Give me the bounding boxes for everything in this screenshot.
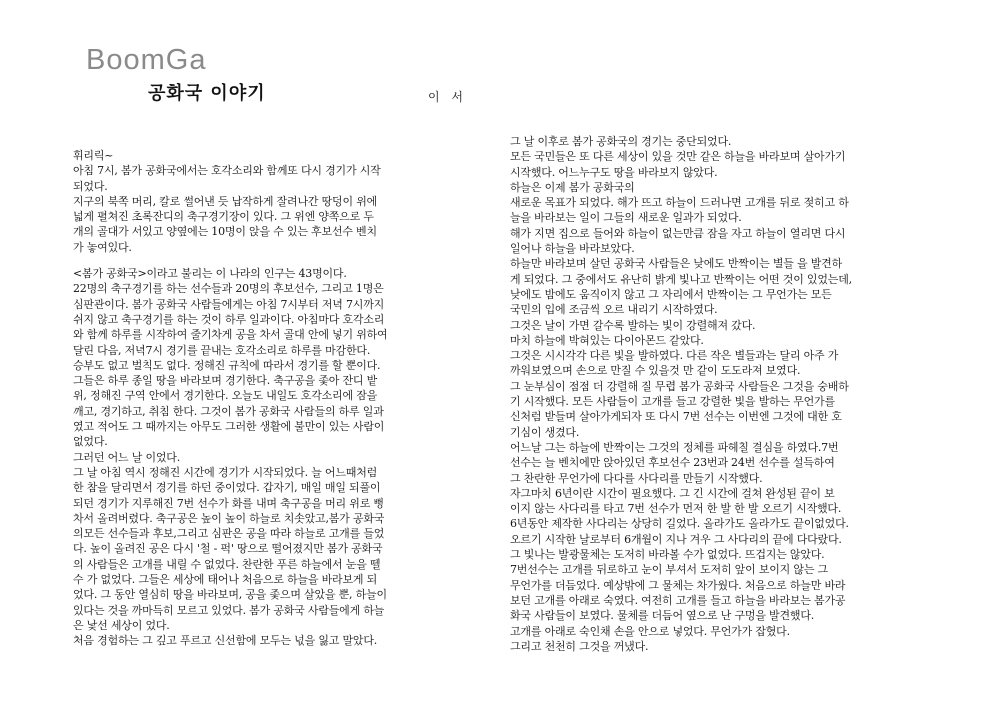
text-line: 한 참을 달리면서 경기를 하던 중이었다. 갑자기, 매일 매일 되풀이 <box>73 481 381 495</box>
text-line: 낮에도 밤에도 움직이지 않고 그 자리에서 반짝이는 그 무언가는 모든 <box>510 287 832 301</box>
story-title: 공화국 이야기 <box>148 83 266 104</box>
text-line: 그리고 천천히 그것을 꺼냈다. <box>510 639 649 653</box>
text-line: 하늘만 바라보며 살던 공화국 사람들은 낮에도 반짝이는 별들 을 발견하 <box>510 257 843 271</box>
text-line: 수 가 없었다. 그들은 세상에 태어나 처음으로 하늘을 바라보게 되 <box>73 573 378 587</box>
text-line: 었다. 그 동안 열심히 땅을 바라보며, 공을 좇으며 살았을 뿐, 하늘이 <box>73 588 387 602</box>
text-line: 이지 않는 사다리를 타고 7번 선수가 먼저 한 발 한 발 오르기 시작했다. <box>510 502 842 516</box>
text-line: 그 눈부심이 점점 더 강렬해 질 무렵 봄가 공화국 사람들은 그것을 숭배하 <box>510 379 849 393</box>
text-line: 그것은 시시각각 다른 빛을 발하였다. 다른 작은 별들과는 달리 아주 가 <box>510 349 839 363</box>
text-line: 무언가를 더듬었다. 예상밖에 그 물체는 차가웠다. 처음으로 하늘만 바라 <box>510 578 846 592</box>
text-line: 위, 정해진 구역 안에서 경기한다. 오늘도 내일도 호각소리에 잠을 <box>73 389 378 403</box>
text-line: 하늘은 이제 봄가 공화국의 <box>510 180 635 194</box>
text-line: 기심이 생겼다. <box>510 425 580 439</box>
text-line: 차서 올려버렸다. 축구공은 높이 높이 하늘로 치솟았고,봄가 공화국 <box>73 511 385 525</box>
text-line: 의모든 선수들과 후보,그리고 심판은 공을 따라 하늘로 고개를 들었 <box>73 527 385 541</box>
text-line: 아침 7시, 봄가 공화국에서는 호각소리와 함께또 다시 경기가 시작 <box>73 164 381 178</box>
text-line: 되던 경기가 지루해진 7번 선수가 화를 내며 축구공을 머리 위로 뻥 <box>73 496 384 510</box>
text-line: 그들은 하루 종일 땅을 바라보며 경기한다. 축구공을 좇아 잔디 밭 <box>73 374 378 388</box>
text-line: 휘리릭~ <box>73 149 114 162</box>
text-line: 오르기 시작한 날로부터 6개월이 지나 겨우 그 사다리의 끝에 다다랐다. <box>510 532 842 546</box>
brand-logo-text: BoomGa <box>86 44 207 76</box>
text-line: 처음 경험하는 그 깊고 푸르고 신선함에 모두는 넋을 잃고 말았다. <box>73 634 378 648</box>
text-line: 쉬지 않고 축구경기를 하는 것이 하루 일과이다. 아침마다 호각소리 <box>73 312 385 326</box>
text-line: 화국 사람들이 보였다. 물체를 더듬어 옆으로 난 구멍을 발견했다. <box>510 609 815 623</box>
text-line: 마치 하늘에 박혀있는 다이아몬드 같았다. <box>510 333 704 347</box>
text-line: 그 날 이후로 봄가 공화국의 경기는 중단되었다. <box>510 135 732 148</box>
text-line: 신처럼 받들며 살아가게되자 또 다시 7번 선수는 이번엔 그것에 대한 호 <box>510 410 842 424</box>
text-line: 게 되었다. 그 중에서도 유난히 밝게 빛나고 반짝이는 어떤 것이 있었는데, <box>510 272 852 286</box>
text-line: 가 놓여있다. <box>73 240 132 254</box>
text-line: 늘을 바라보는 일이 그들의 새로운 일과가 되었다. <box>510 211 742 225</box>
text-line: 심판관이다. 봄가 공화국 사람들에게는 아침 7시부터 저녁 7시까지 <box>73 297 385 311</box>
text-line: 어느날 그는 하늘에 반짝이는 그것의 정체를 파헤칠 결심을 하였다.7번 <box>510 440 839 454</box>
text-line: 7번선수는 고개를 뒤로하고 눈이 부셔서 도저히 앞이 보이지 않는 그 <box>510 563 828 577</box>
text-line: 6년동안 제작한 사다리는 상당히 길었다. 올라가도 올라가도 끝이없었다. <box>510 517 849 531</box>
text-line: 되었다. <box>73 179 108 193</box>
text-line: 그러던 어느 날 이었다. <box>73 450 181 464</box>
right-text-column <box>510 134 908 654</box>
text-line: 와 함께 하루를 시작하여 줄기차게 공을 차서 골대 안에 넣기 위하여 <box>73 328 388 342</box>
text-line: 보던 고개를 아래로 숙였다. 여전히 고개를 들고 하늘을 바라보는 봄가공 <box>510 593 846 607</box>
text-line: 였고 적어도 그 때까지는 아무도 그러한 생활에 불만이 있는 사람이 <box>73 420 385 434</box>
text-line: 없었다. <box>73 435 108 449</box>
text-line: 승부도 없고 벌칙도 없다. 정해진 규칙에 따라서 경기를 할 뿐이다. <box>73 358 381 372</box>
text-line: 새로운 목표가 되었다. 해가 뜨고 하늘이 드러나면 고개를 뒤로 젖히고 하 <box>510 196 849 210</box>
text-line: 깨고, 경기하고, 취침 한다. 그것이 봄가 공화국 사람들의 하루 일과 <box>73 404 384 418</box>
text-line: 자그마치 6년이란 시간이 필요했다. 그 긴 시간에 걸쳐 완성된 끝이 보 <box>510 486 835 500</box>
author-name: 이 서 <box>428 90 467 104</box>
text-line: 기 시작했다. 모든 사람들이 고개를 들고 강렬한 빛을 발하는 무언가를 <box>510 395 835 409</box>
left-text-column <box>73 148 455 649</box>
text-line: 모든 국민들은 또 다른 세상이 있을 것만 같은 하늘을 바라보며 살아가기 <box>510 150 846 164</box>
text-line: 일어나 하늘을 바라보았다. <box>510 242 635 256</box>
text-line: 까워보였으며 손으로 만질 수 있을것 만 같이 도도라져 보였다. <box>510 364 801 378</box>
text-line: 22명의 축구경기를 하는 선수들과 20명의 후보선수, 그리고 1명은 <box>73 282 384 296</box>
text-line: 고개를 아래로 숙인채 손을 안으로 넣었다. 무언가가 잡혔다. <box>510 624 790 638</box>
text-line: 선수는 늘 벤치에만 앉아있던 후보선수 23번과 24번 선수를 설득하여 <box>510 456 835 470</box>
text-line: <봄가 공화국>이라고 불리는 이 나라의 인구는 43명이다. <box>73 267 347 281</box>
text-line: 의 사람들은 고개를 내릴 수 없었다. 찬란한 푸른 하늘에서 눈을 뗄 <box>73 557 381 571</box>
text-line: 그 날 아침 역시 정해진 시간에 경기가 시작되었다. 늘 어느때처럼 <box>73 465 378 479</box>
text-line: 개의 골대가 서있고 양옆에는 10명이 앉을 수 있는 후보선수 벤치 <box>73 225 377 239</box>
text-line: 은 낯선 세상이 었다. <box>73 618 170 632</box>
text-line: 있다는 것을 까마득히 모르고 있었다. 봄가 공화국 사람들에게 하늘 <box>73 603 385 617</box>
text-line: 해가 지면 집으로 들어와 하늘이 없는만큼 잠을 자고 하늘이 열리면 다시 <box>510 226 846 240</box>
text-line: 넓게 펼쳐진 초록잔디의 축구경기장이 있다. 그 위엔 양쪽으로 두 <box>73 210 374 224</box>
text-line: 그 찬란한 무언가에 다다를 사다리를 만들기 시작했다. <box>510 471 763 485</box>
text-line: 시작했다. 어느누구도 땅을 바라보지 않았다. <box>510 165 718 179</box>
text-line: 지구의 북쪽 머리, 칼로 썰어낸 듯 납작하게 잘려나간 땅덩이 위에 <box>73 194 378 208</box>
text-line: 그것은 날이 가면 갈수록 발하는 빛이 강렬해져 갔다. <box>510 318 756 332</box>
text-line: 다. 높이 올려진 공은 다시 '철 - 퍽' 땅으로 떨어졌지만 봄가 공화국 <box>73 542 383 556</box>
paragraph-spacer <box>73 255 455 266</box>
text-line: 국민의 입에 조금씩 오르 내리기 시작하였다. <box>510 303 718 317</box>
text-line: 그 빛나는 발광물체는 도저히 바라볼 수가 없었다. 뜨겁지는 않았다. <box>510 548 825 562</box>
text-line: 달린 다음, 저녁7시 경기를 끝내는 호각소리로 하루를 마감한다. <box>73 343 371 357</box>
